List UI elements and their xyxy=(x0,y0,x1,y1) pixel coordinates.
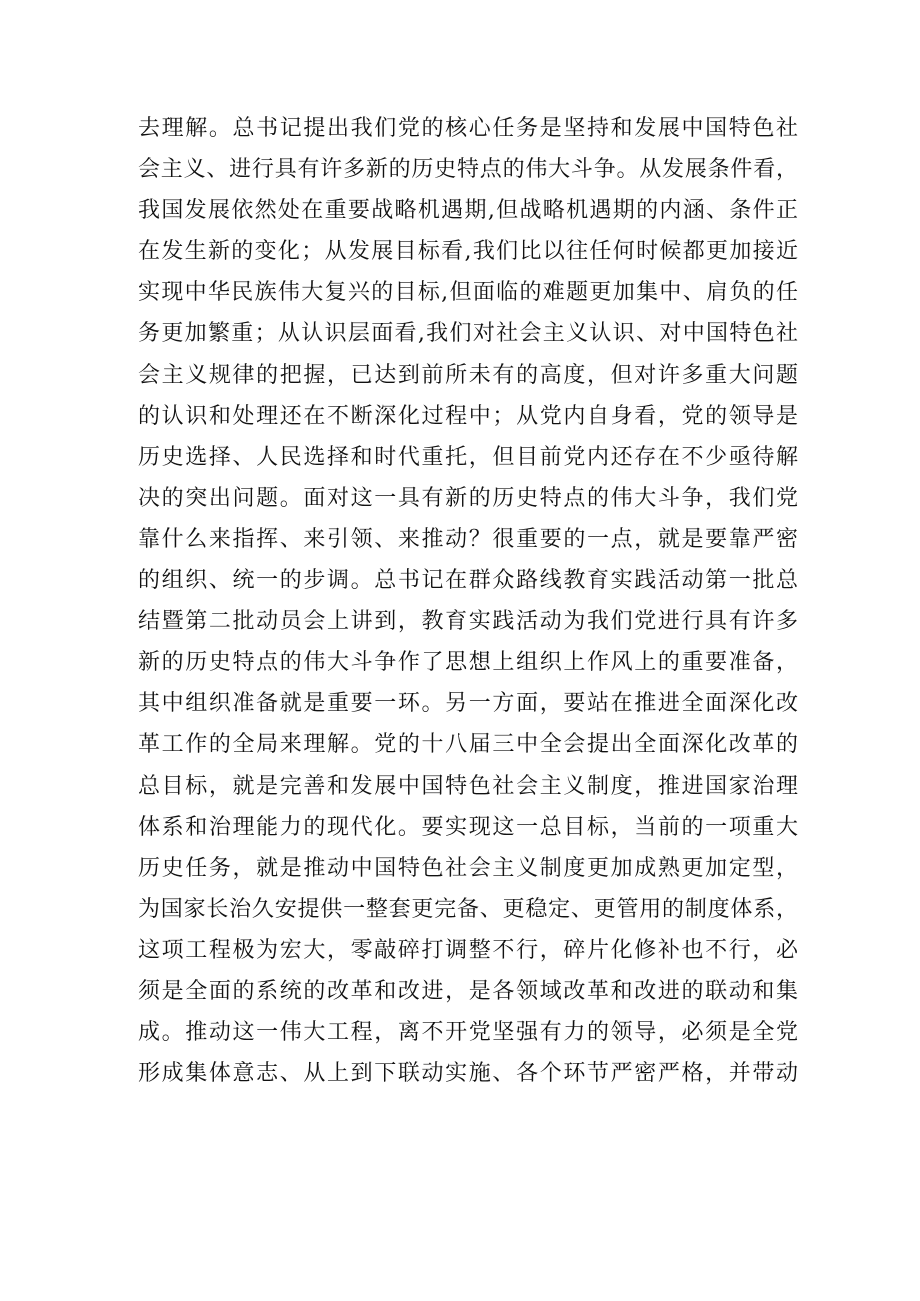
text-line: 其中组织准备就是重要一环。另一方面，要站在推进全面深化改 xyxy=(138,691,798,717)
text-line: 的认识和处理还在不断深化过程中；从党内自身看，党的领导是 xyxy=(138,403,798,429)
text-line: 会主义、进行具有许多新的历史特点的伟大斗争。从发展条件看， xyxy=(138,157,798,183)
text-line: 总目标，就是完善和发展中国特色社会主义制度，推进国家治理 xyxy=(138,773,798,799)
text-line: 实现中华民族伟大复兴的目标,但面临的难题更加集中、肩负的任 xyxy=(138,280,798,306)
text-line: 的组织、统一的步调。总书记在群众路线教育实践活动第一批总 xyxy=(138,568,798,594)
text-line: 为国家长治久安提供一整套更完备、更稳定、更管用的制度体系， xyxy=(138,896,798,922)
text-line: 去理解。总书记提出我们党的核心任务是坚持和发展中国特色社 xyxy=(138,116,798,141)
text-line: 须是全面的系统的改革和改进，是各领域改革和改进的联动和集 xyxy=(138,978,798,1004)
text-line: 在发生新的变化；从发展目标看,我们比以往任何时候都更加接近 xyxy=(138,239,798,265)
text-line: 形成集体意志、从上到下联动实施、各个环节严密严格，并带动 xyxy=(138,1061,798,1087)
text-line: 新的历史特点的伟大斗争作了思想上组织上作风上的重要准备， xyxy=(138,650,798,676)
body-text xyxy=(138,108,798,1094)
text-line: 历史任务，就是推动中国特色社会主义制度更加成熟更加定型， xyxy=(138,855,798,881)
text-line: 这项工程极为宏大，零敲碎打调整不行，碎片化修补也不行，必 xyxy=(138,937,798,963)
text-line: 体系和治理能力的现代化。要实现这一总目标，当前的一项重大 xyxy=(138,814,798,840)
text-line: 靠什么来指挥、来引领、来推动？很重要的一点，就是要靠严密 xyxy=(138,526,798,552)
text-line: 会主义规律的把握，已达到前所未有的高度，但对许多重大问题 xyxy=(138,362,798,388)
text-line: 历史选择、人民选择和时代重托，但目前党内还存在不少亟待解 xyxy=(138,444,798,470)
text-line: 成。推动这一伟大工程，离不开党坚强有力的领导，必须是全党 xyxy=(138,1020,798,1046)
text-line: 决的突出问题。面对这一具有新的历史特点的伟大斗争，我们党 xyxy=(138,485,798,511)
text-line: 务更加繁重；从认识层面看,我们对社会主义认识、对中国特色社 xyxy=(138,321,798,347)
text-line: 结暨第二批动员会上讲到，教育实践活动为我们党进行具有许多 xyxy=(138,609,798,635)
text-line: 革工作的全局来理解。党的十八届三中全会提出全面深化改革的 xyxy=(138,732,798,758)
text-line: 我国发展依然处在重要战略机遇期,但战略机遇期的内涵、条件正 xyxy=(138,198,798,224)
